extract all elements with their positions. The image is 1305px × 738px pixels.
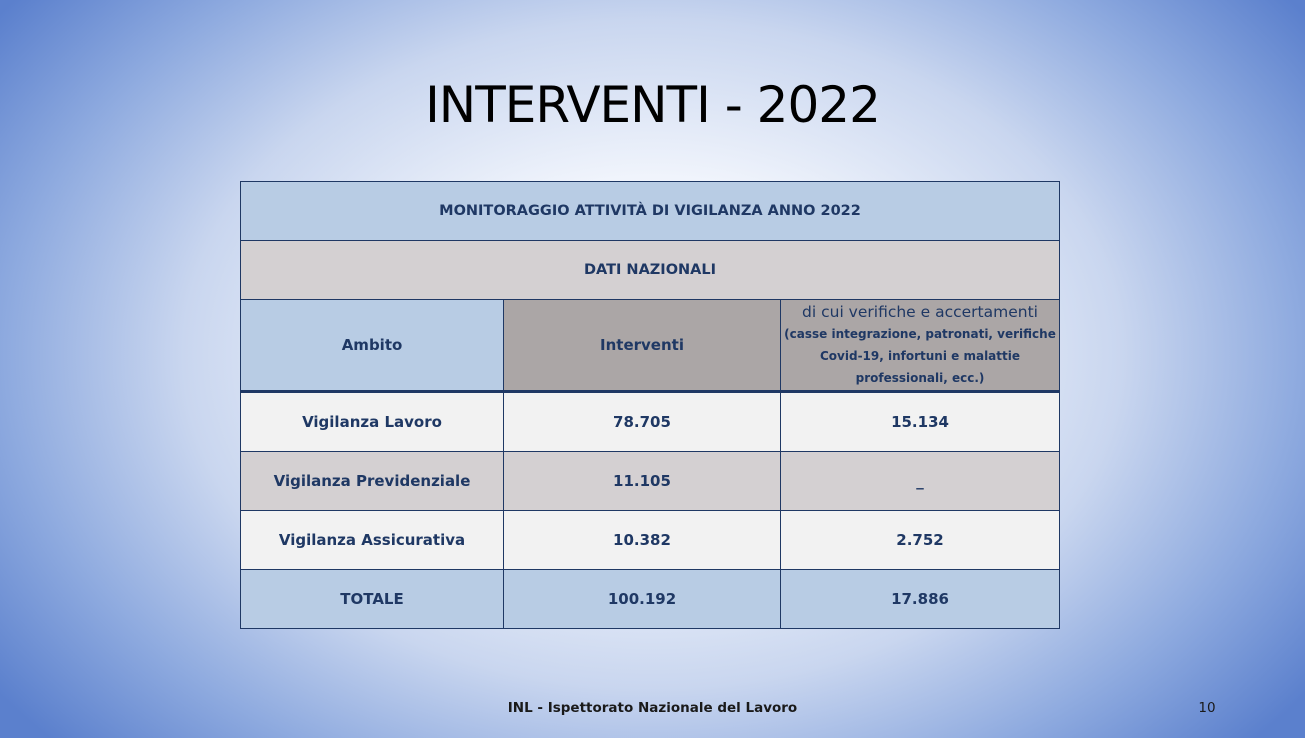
table-subtitle: DATI NAZIONALI — [241, 241, 1060, 300]
cell-interventi: 78.705 — [504, 392, 781, 452]
table-total-row — [241, 570, 1060, 629]
cell-total-interventi: 100.192 — [504, 570, 781, 629]
table-row — [241, 511, 1060, 570]
cell-ambito: Vigilanza Assicurativa — [241, 511, 504, 570]
header-verifiche-detail: (casse integrazione, patronati, verifiche Covid-19, infortuni e malattie professionali, ecc.) — [784, 327, 1056, 385]
cell-ambito: Vigilanza Previdenziale — [241, 452, 504, 511]
table-header-row — [241, 300, 1060, 392]
header-verifiche-main: di cui verifiche e accertamenti — [802, 303, 1038, 321]
slide-title: INTERVENTI - 2022 — [425, 76, 880, 134]
table-title: MONITORAGGIO ATTIVITÀ DI VIGILANZA ANNO 2022 — [241, 182, 1060, 241]
table-title-row — [241, 182, 1060, 241]
cell-total-verifiche: 17.886 — [781, 570, 1060, 629]
table-row — [241, 452, 1060, 511]
cell-total-label: TOTALE — [241, 570, 504, 629]
cell-interventi: 10.382 — [504, 511, 781, 570]
cell-verifiche: _ — [781, 452, 1060, 511]
slide-footer: INL - Ispettorato Nazionale del Lavoro — [507, 700, 798, 716]
cell-verifiche: 2.752 — [781, 511, 1060, 570]
vigilanza-table — [240, 181, 1060, 629]
header-ambito: Ambito — [241, 300, 504, 392]
cell-verifiche: 15.134 — [781, 392, 1060, 452]
page-number: 10 — [1198, 700, 1216, 716]
cell-interventi: 11.105 — [504, 452, 781, 511]
header-verifiche — [781, 300, 1060, 392]
table-row — [241, 392, 1060, 452]
table-subtitle-row — [241, 241, 1060, 300]
cell-ambito: Vigilanza Lavoro — [241, 392, 504, 452]
header-interventi: Interventi — [504, 300, 781, 392]
